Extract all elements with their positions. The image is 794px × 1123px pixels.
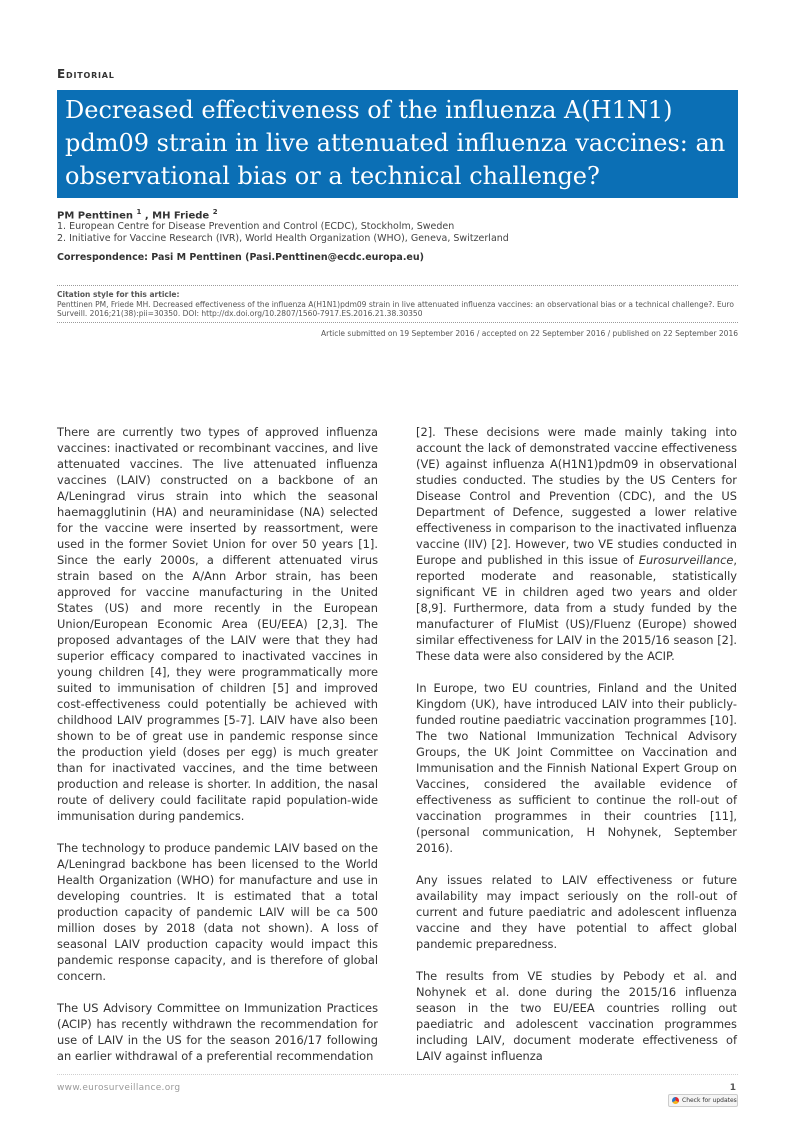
body-column-left — [57, 424, 378, 1064]
citation-block — [57, 290, 747, 319]
paragraph-text: , reported moderate and reasonable, statistically significant VE in children aged two years and older [8,9]. Furthermore, data from a study funded by the manufacturer of FluMist (US)/Fluenz (Europe) showed similar effectiveness for LAIV in the 2015/16 season [2]. These data were also considered by the ACIP. — [416, 553, 737, 663]
title-banner — [57, 90, 738, 198]
affiliation-2: 2. Initiative for Vaccine Research (IVR), World Health Organization (WHO), Geneva, Switzerland — [57, 233, 509, 244]
author-2: , MH Friede — [141, 210, 213, 222]
correspondence: Correspondence: Pasi M Penttinen (Pasi.Penttinen@ecdc.europa.eu) — [57, 252, 424, 263]
author-line — [57, 208, 218, 221]
crossmark-icon — [672, 1097, 679, 1104]
affiliation-ref-2: 2 — [212, 208, 218, 216]
paragraph: There are currently two types of approved influenza vaccines: inactivated or recombinant vaccines, and live attenuated vaccines. The live attenuated influenza vaccines (LAIV) constructed on a backbone of an A/Leningrad virus strain into which the seasonal haemagglutinin (HA) and neuraminidase (NA) selected for the vaccine were inserted by reassortment, were used in the former Soviet Union for over 50 years [1]. Since the early 2000s, a different attenuated virus strain based on the A/Ann Arbor strain, has been approved for vaccine manufacturing in the United States (US) and more recently in the European Union/European Economic Area (EU/EEA) [2,3]. The proposed advantages of the LAIV were that they had superior efficacy compared to inactivated vaccines in young children [4], they were programmatically more suited to immunisation of children [5] and improved cost-effectiveness could potentially be achieved with childhood LAIV programmes [5-7]. LAIV have also been shown to be of great use in pandemic response since the production yield (doses per egg) is much greater than for inactivated vaccines, and the time between production and release is shorter. In addition, the nasal route of delivery could facilitate rapid population-wide immunisation during pandemics. — [57, 425, 378, 823]
affiliation-1: 1. European Centre for Disease Prevention and Control (ECDC), Stockholm, Sweden — [57, 221, 455, 232]
paragraph: The results from VE studies by Pebody et al. and Nohynek et al. done during the 2015/16 influenza season in the two EU/EEA countries rolling out paediatric and adolescent vaccination programmes including LAIV, document moderate effectiveness of LAIV against influenza — [416, 969, 737, 1063]
paragraph-text: [2]. These decisions were made mainly taking into account the lack of demonstrated vaccine effectiveness (VE) against influenza A(H1N1)pdm09 in observational studies conducted. The studies by the US Centers for Disease Control and Prevention (CDC), and the US Department of Defence, suggested a lower relative effectiveness in comparison to the inactivated influenza vaccine (IIV) [2]. However, two VE studies conducted in Europe and published in this issue of — [416, 425, 737, 567]
section-label: Editorial — [57, 67, 115, 81]
divider — [57, 322, 738, 323]
body-column-right — [416, 424, 737, 1064]
journal-name: Eurosurveillance — [638, 553, 734, 567]
author-1: PM Penttinen — [57, 210, 137, 222]
paragraph: The technology to produce pandemic LAIV based on the A/Leningrad backbone has been licensed to the World Health Organization (WHO) for manufacture and use in developing countries. It is estimated that a total production capacity of pandemic LAIV will be ca 500 million doses by 2018 (data not shown). A loss of seasonal LAIV production capacity would impact this pandemic response capacity, and is therefore of global concern. — [57, 841, 378, 983]
citation-heading: Citation style for this article: — [57, 290, 180, 299]
paragraph — [416, 424, 737, 664]
check-for-updates-label: Check for updates — [682, 1097, 737, 1104]
article-title: Decreased effectiveness of the influenza A(H1N1) pdm09 strain in live attenuated influenza vaccines: an observational bias or a technical challenge? — [65, 96, 726, 190]
footer-url[interactable]: www.eurosurveillance.org — [57, 1083, 181, 1093]
article-dates: Article submitted on 19 September 2016 / accepted on 22 September 2016 / published on 22 September 2016 — [320, 329, 738, 338]
footer-divider — [57, 1074, 738, 1075]
citation-text: Penttinen PM, Friede MH. Decreased effectiveness of the influenza A(H1N1)pdm09 strain in live attenuated influenza vaccines: an observational bias or a technical challenge?. Euro Surveill. 2016;21(38):pii=30350. DOI: http://dx.doi.org/10.2807/1560-7917.ES.2016.21.38.30350 — [57, 299, 734, 318]
check-for-updates-button[interactable] — [668, 1094, 738, 1107]
page-number: 1 — [729, 1083, 736, 1093]
divider — [57, 285, 738, 286]
affiliation-ref-1: 1 — [136, 208, 142, 216]
paragraph: In Europe, two EU countries, Finland and the United Kingdom (UK), have introduced LAIV into their publicly-funded routine paediatric vaccination programmes [10]. The two National Immunization Technical Advisory Groups, the UK Joint Committee on Vaccination and Immunisation and the Finnish National Expert Group on Vaccines, considered the available evidence of effectiveness as sufficient to continue the roll-out of vaccination programmes in their countries [11], (personal communication, H Nohynek, September 2016). — [416, 681, 737, 855]
paragraph: The US Advisory Committee on Immunization Practices (ACIP) has recently withdrawn the recommendation for use of LAIV in the US for the season 2016/17 following an earlier withdrawal of a preferential recommendation — [57, 1001, 378, 1063]
paragraph: Any issues related to LAIV effectiveness or future availability may impact seriously on the roll-out of current and future paediatric and adolescent influenza vaccine and they have potential to affect global pandemic preparedness. — [416, 873, 737, 951]
